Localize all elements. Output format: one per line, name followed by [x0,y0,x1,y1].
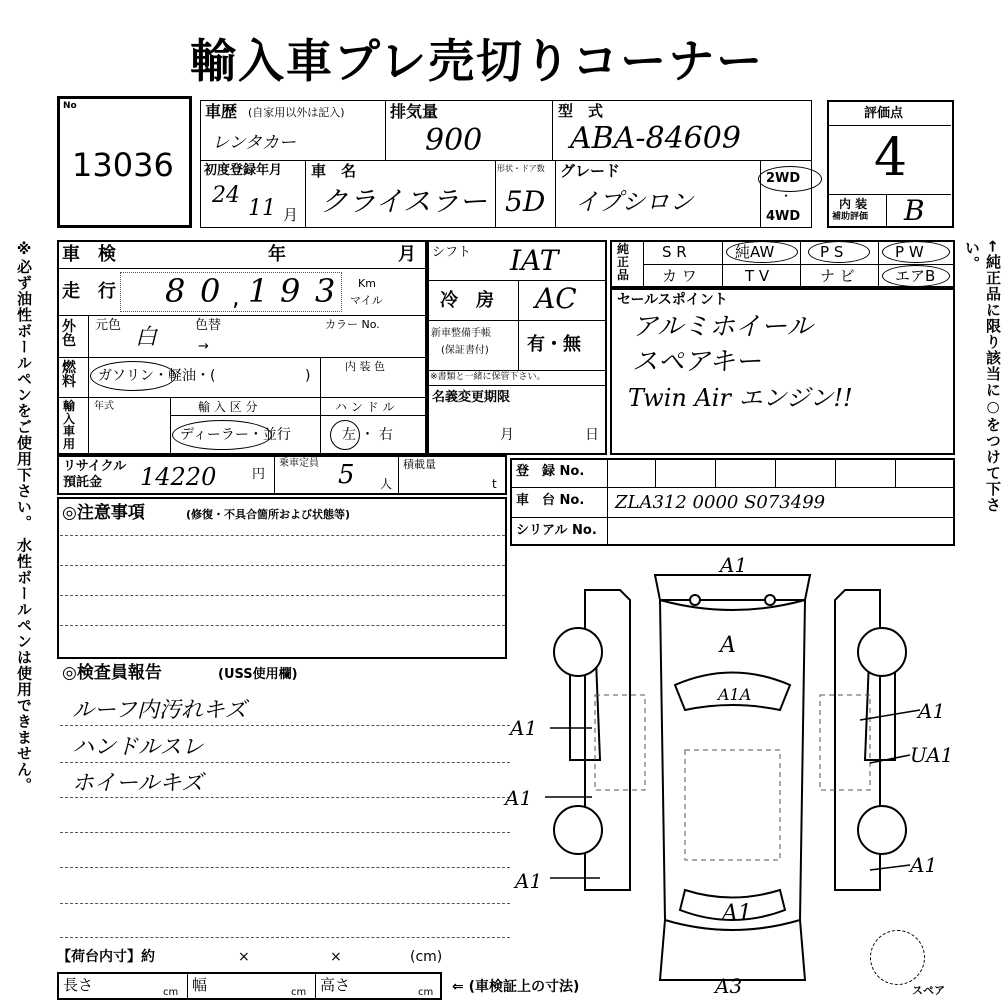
interior-label: 内 装 [839,197,868,211]
notes-sub: (修復・不具合箇所および状態等) [186,508,351,521]
mileage-digit-5: 3 [315,272,336,310]
grade-label: グレード [560,162,621,180]
genuine-aw-circle [726,241,798,263]
mileage-digit-1: 8 [165,272,186,310]
interior-color-label: 内 装 色 [345,360,385,373]
dims-length-cm: cm [163,987,179,998]
dims-note: ⇐ (車検証上の寸法) [452,979,580,995]
inspector-sub: (USS使用欄) [218,667,298,682]
mark-rear: A1 [722,901,752,926]
sales-point-line-3: Twin Air エンジン!! [628,384,853,412]
left-door-dashed [595,695,645,790]
car-name-value: クライスラー [320,185,487,218]
genuine-navi: ナ ビ [820,267,855,285]
mileage-digit-2: 0 [200,272,221,310]
first-reg-year: 24 [212,183,240,208]
score-box [827,100,954,228]
mileage-unit-mile: マイル [350,294,383,307]
genuine-ps: P S [820,243,844,261]
score-label: 評価点 [864,106,904,121]
mark-rear-bottom: A3 [715,974,743,998]
mark-hood: A [720,633,736,658]
manual-label-2: (保証書付) [441,345,489,356]
inspector-line-1: ルーフ内汚れキズ [72,698,247,723]
inspection-year: 年 [268,244,286,265]
chassis-no-label: 車 台 No. [516,493,585,508]
car-name-label: 車 名 [311,162,357,180]
lot-no-label: No [63,101,77,111]
left-rear-wheel [554,806,602,854]
history-label: 車歴 [205,102,238,121]
fuel-gasoline-circle [90,361,176,391]
sales-point-line-2: スペアキー [632,347,761,377]
reg-no-label: 登 録 No. [516,464,585,479]
mileage-label: 走 行 [62,281,116,302]
mark-right-low: A1 [910,853,938,877]
name-change-day: 日 [585,427,599,443]
orig-color-label: 元色 [95,318,122,333]
recycle-value: 14220 [140,463,217,491]
load-label: 積載量 [403,458,436,471]
sales-point-line-1: アルミホイール [632,312,813,342]
dims-row [57,972,442,1000]
genuine-airbag: エアB [895,267,936,285]
right-side-note: ←純正品に限り該当に○をつけて下さい。 [963,240,1002,513]
inspector-line-2: ハンドルスレ [72,735,204,760]
mark-right-mid: UA1 [910,743,954,767]
notes-label: ◎注意事項 [62,503,145,523]
right-front-wheel [858,628,906,676]
capacity-unit: 人 [380,477,393,491]
mark-left-front: A1 [510,716,538,740]
displacement-value: 900 [425,123,483,158]
lot-number: 13036 [72,146,174,184]
interior-sub: 補助評価 [832,212,869,222]
spare-label: スペア [912,984,945,997]
mark-front: A1 [720,553,748,577]
dims-width: 幅 [192,976,208,994]
model-type-label: 型 式 [558,102,604,120]
import-dealer-circle [172,420,272,450]
mileage-unit-km: Km [358,277,376,290]
right-door-dashed [820,695,870,790]
first-reg-month: 11 [248,196,276,221]
shift-label: シフト [432,245,472,260]
dims-height-cm: cm [418,987,434,998]
cargo-x1: × [238,949,250,965]
inspector-line-3: ホイールキズ [72,771,204,796]
left-front-wheel [554,628,602,676]
handle-left-circle [330,420,360,450]
inspection-month: 月 [398,244,416,265]
grade-value: イプシロン [575,188,694,216]
exterior-label: 外色 [62,319,76,349]
genuine-tv: T V [745,267,770,285]
dims-width-cm: cm [291,987,307,998]
drive-4wd: 4WD [766,209,801,224]
import-label: 輸入車用 [63,399,76,451]
mileage-sep: , [232,283,240,311]
mileage-digit-4: 9 [280,272,301,310]
orig-color-value: 白 [135,325,158,350]
inspector-label: ◎検査員報告 [62,663,162,683]
genuine-kawa: カ ワ [662,267,697,285]
sales-point-label: セールスポイント [617,292,728,308]
first-reg-label: 初度登録年月 [204,163,283,178]
inspection-label: 車 検 [62,244,116,265]
recycle-label-2: 預託金 [63,475,103,490]
recycle-label-1: リサイクル [63,459,127,474]
shape-doors-label: 形状・ドア数 [497,164,545,173]
load-unit: t [492,477,497,491]
mark-left-rear: A1 [505,786,533,810]
score-value: 4 [874,128,908,188]
handle-label: ハ ン ド ル [335,400,395,414]
lot-box [57,96,192,228]
page-title: 輸入車プレ売切りコーナー [190,34,765,88]
drive-sep: ・ [780,189,793,203]
mark-windshield: A1A [718,685,752,704]
right-rear-wheel [858,806,906,854]
genuine-ps-circle [808,241,870,263]
name-change-month: 月 [500,427,514,443]
mileage-digit-box [120,272,342,312]
left-mirror-dot [690,595,700,605]
mark-left-low: A1 [515,869,543,893]
cargo-x2: × [330,949,342,965]
cargo-unit: (cm) [410,949,443,965]
import-type-options: ディーラー・並行 [180,427,291,443]
fuel-label: 燃料 [62,360,76,390]
roof-dashed [685,750,780,860]
manual-value: 有・無 [527,334,581,355]
genuine-airbag-circle [882,265,950,287]
first-reg-unit: 月 [283,206,299,224]
serial-no-label: シリアル No. [516,523,597,538]
import-year-label: 年式 [94,401,114,412]
front-bumper-outline [655,575,810,600]
drive-2wd: 2WD [766,171,801,186]
genuine-pw: P W [895,243,924,261]
manual-note: ※書類と一緒に保管下さい。 [430,372,546,382]
change-color-arrow: → [198,339,209,354]
history-value: レンタカー [212,133,296,153]
manual-label-1: 新車整備手帳 [431,328,491,339]
genuine-aw: 純AW [735,243,775,261]
mileage-digit-3: 1 [248,272,269,310]
shape-doors-value: 5D [505,185,546,218]
change-color-label: 色替 [195,318,222,333]
capacity-label: 乗車定員 [279,458,319,469]
history-note: (自家用以外は記入) [248,106,345,119]
right-mirror-dot [765,595,775,605]
capacity-value: 5 [338,460,355,490]
handle-options: 左 ・ 右 [342,427,393,443]
shift-value: IAT [510,244,559,277]
recycle-unit: 円 [252,467,266,482]
cargo-label: 【荷台内寸】約 [57,949,155,965]
name-change-label: 名義変更期限 [432,390,511,405]
color-code-label: カラー No. [325,318,380,331]
genuine-sr: S R [662,243,687,261]
fuel-close: ) [305,368,311,384]
ac-value: AC [535,282,577,315]
left-side-note: ※必ず油性ボールペンをご使用下さい。 水性ボールペンは使用できません。 [15,240,33,794]
mark-right-front: A1 [918,699,946,723]
dims-length: 長さ [63,976,94,994]
genuine-pw-circle [882,241,950,263]
interior-value: B [904,194,925,227]
displacement-label: 排気量 [390,102,439,121]
fuel-options: ガソリン・軽油・( [98,368,216,384]
chassis-no-value: ZLA312 0000 S073499 [615,492,826,513]
genuine-label: 純正品 [617,242,630,283]
model-type-value: ABA-84609 [570,121,741,156]
dims-height: 高さ [320,976,351,994]
ac-label: 冷 房 [440,290,494,311]
spare-circle [870,930,925,985]
import-type-label: 輸 入 区 分 [198,400,258,414]
